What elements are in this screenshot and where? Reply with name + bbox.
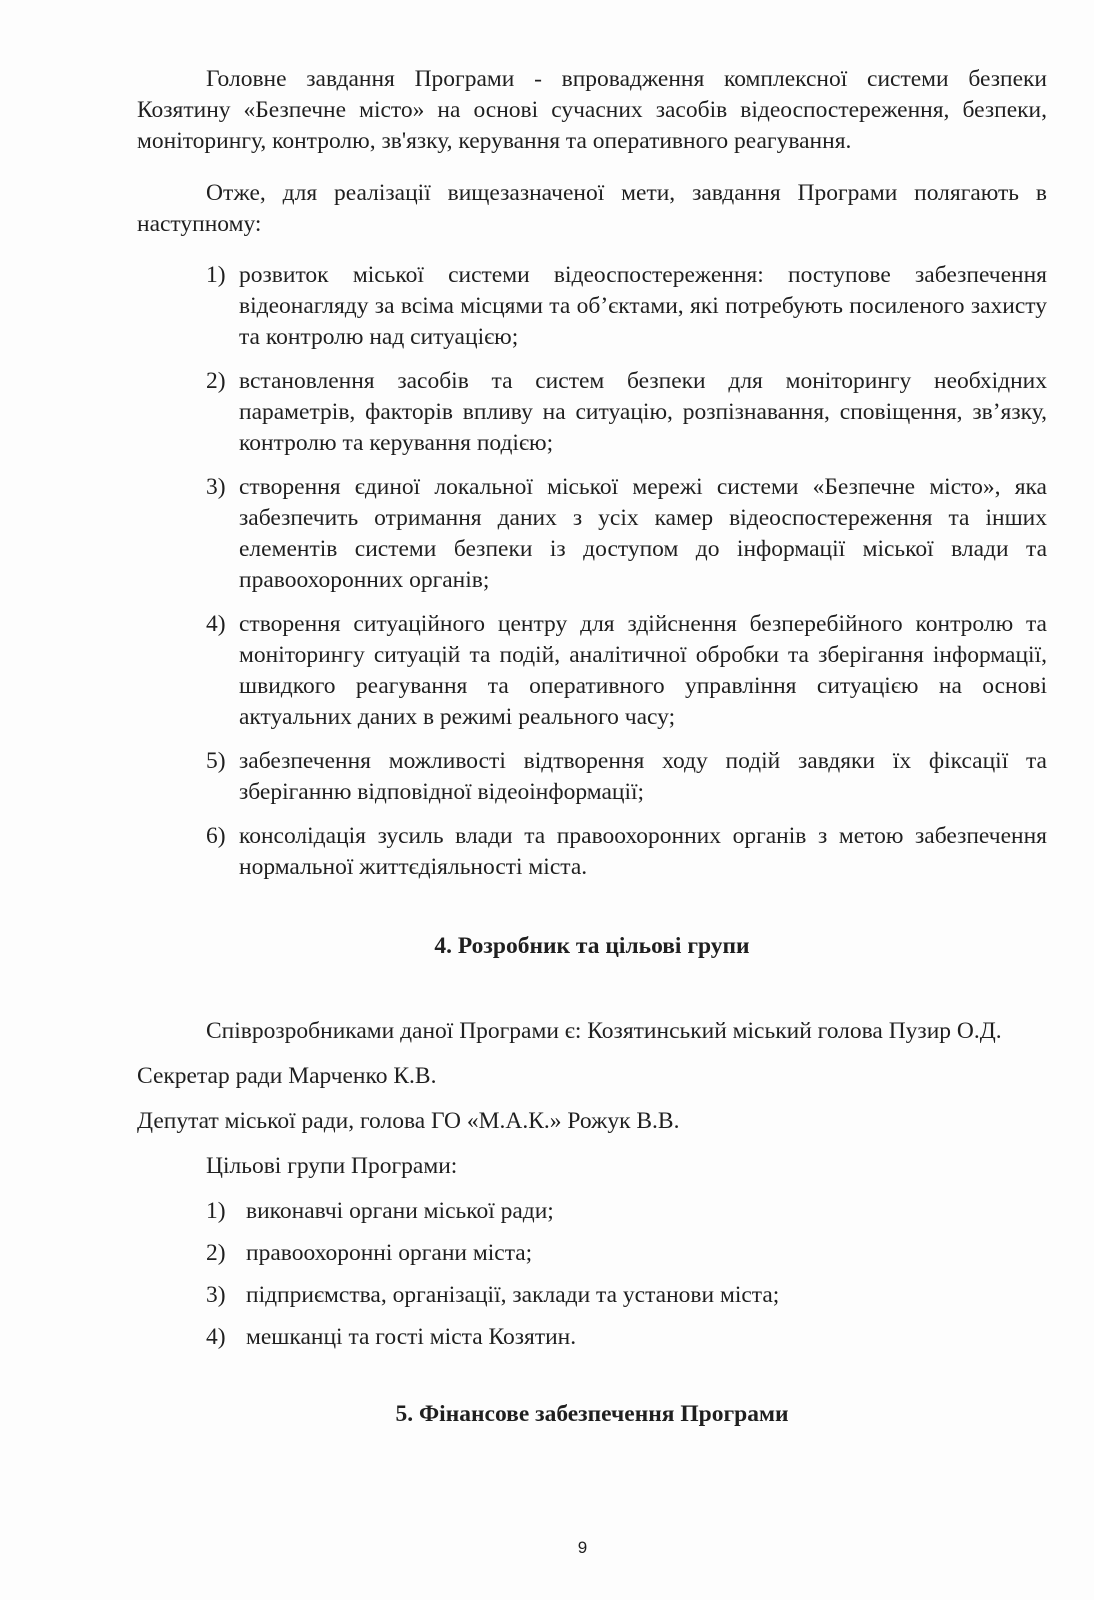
list-item	[206, 1322, 1047, 1353]
list-item-number: 5)	[206, 748, 226, 774]
section-5-heading: 5. Фінансове забезпечення Програми	[395, 1401, 789, 1427]
list-item-number: 6)	[206, 823, 226, 849]
list-item-text: консолідація зусиль влади та правоохоронних органів з метою забезпечення нормальної життєдіяльності міста.	[239, 823, 1047, 880]
list-item-number: 1)	[206, 262, 226, 288]
list-item-number: 1)	[206, 1198, 226, 1224]
list-item-text: розвиток міської системи відеоспостереження: поступове забезпечення відеонагляду за всіма місцями та об’єктами, які потребують посиленого захисту та контролю над ситуацією;	[239, 262, 1047, 350]
deputy-line: Депутат міської ради, голова ГО «М.А.К.» Рожук В.В.	[137, 1108, 680, 1134]
page-content	[137, 64, 1047, 1430]
list-item-text: створення єдиної локальної міської мережі системи «Безпечне місто», яка забезпечить отримання даних з усіх камер відеоспостереження та інших елементів системи безпеки із доступом до інформації міської влади та правоохоронних органів;	[239, 474, 1047, 593]
list-item-number: 4)	[206, 611, 226, 637]
tasks-list	[137, 260, 1047, 883]
page-number: 9	[577, 1538, 588, 1557]
list-item-number: 3)	[206, 1282, 226, 1308]
list-item-text: правоохоронні органи міста;	[246, 1240, 533, 1266]
list-item	[206, 609, 1047, 733]
list-item-text: підприємства, організації, заклади та установи міста;	[246, 1282, 780, 1308]
list-item	[206, 260, 1047, 353]
list-item	[206, 821, 1047, 883]
list-item	[206, 1238, 1047, 1269]
list-item	[206, 1280, 1047, 1311]
list-item-number: 4)	[206, 1324, 226, 1350]
list-item	[206, 472, 1047, 596]
list-item	[206, 746, 1047, 808]
list-item	[206, 366, 1047, 459]
list-item-text: виконавчі органи міської ради;	[246, 1198, 554, 1224]
target-groups-label: Цільові групи Програми:	[206, 1153, 458, 1179]
list-item	[206, 1196, 1047, 1227]
list-item-text: встановлення засобів та систем безпеки для моніторингу необхідних параметрів, факторів впливу на ситуацію, розпізнавання, сповіщення, зв’язку, контролю та керування подією;	[239, 368, 1047, 456]
list-item-number: 2)	[206, 1240, 226, 1266]
secretary-line: Секретар ради Марченко К.В.	[137, 1063, 437, 1089]
co-developers-paragraph: Співрозробниками даної Програми є: Козятинський міський голова Пузир О.Д.	[206, 1018, 1002, 1044]
list-item-number: 2)	[206, 368, 226, 394]
main-task-paragraph: Головне завдання Програми - впровадження комплексної системи безпеки Козятину «Безпечне місто» на основі сучасних засобів відеоспостереження, безпеки, моніторингу, контролю, зв'язку, керування та оперативного реагування.	[137, 66, 1047, 154]
section-4-heading: 4. Розробник та цільові групи	[434, 933, 750, 959]
tasks-intro-paragraph: Отже, для реалізації вищезазначеної мети, завдання Програми полягають в наступному:	[137, 180, 1047, 237]
list-item-text: мешканці та гості міста Козятин.	[246, 1324, 577, 1350]
list-item-text: створення ситуаційного центру для здійснення безперебійного контролю та моніторингу ситуацій та подій, аналітичної обробки та зберігання інформації, швидкого реагування та оперативного управління ситуацією на основі актуальних даних в режимі реального часу;	[239, 611, 1047, 730]
list-item-number: 3)	[206, 474, 226, 500]
target-groups-list	[137, 1196, 1047, 1353]
list-item-text: забезпечення можливості відтворення ходу подій завдяки їх фіксації та зберіганню відповідної відеоінформації;	[239, 748, 1047, 805]
